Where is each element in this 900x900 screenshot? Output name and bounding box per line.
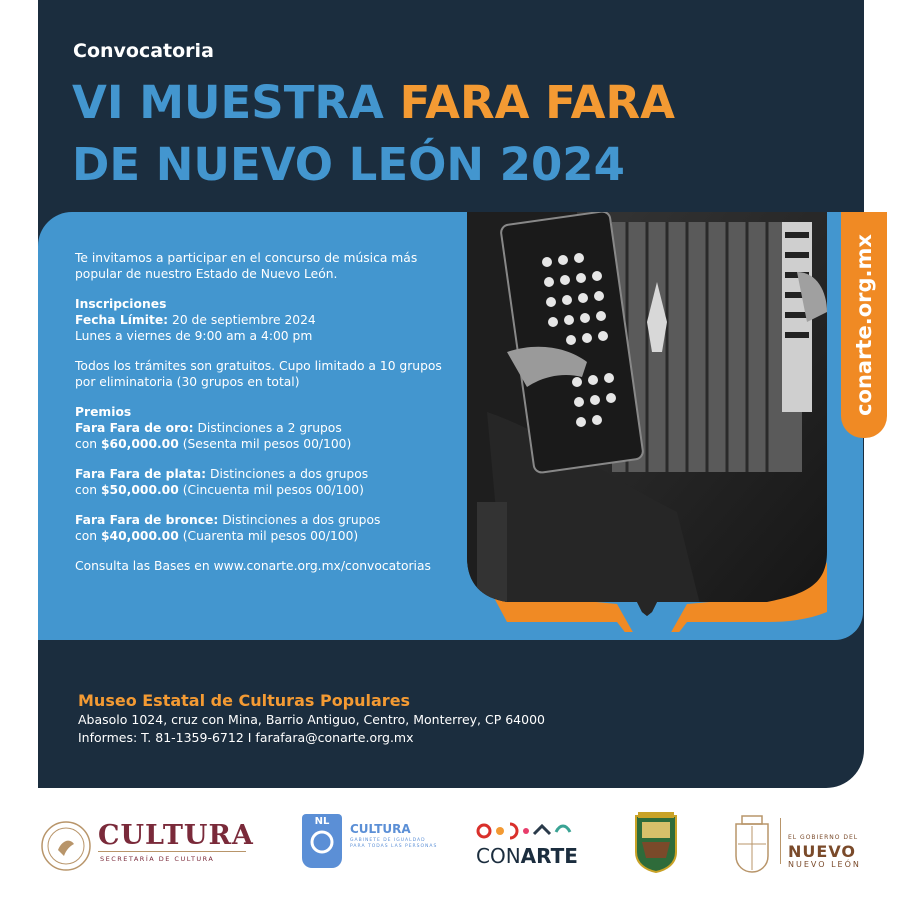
nl-state-crest-icon <box>732 814 772 878</box>
gob-state-text: NUEVO LEÓN <box>788 860 861 869</box>
prize-bronze-prefix: con <box>75 529 101 543</box>
conarte-word-a: CON <box>476 844 521 868</box>
gob-big-text: NUEVO <box>788 842 857 861</box>
prize-gold-amount: $60,000.00 <box>101 437 179 451</box>
conarte-wordmark <box>476 844 578 868</box>
prize-silver-prefix: con <box>75 483 101 497</box>
side-url[interactable]: conarte.org.mx <box>852 234 876 416</box>
mexico-seal-icon <box>40 820 92 872</box>
deadline-value: 20 de septiembre 2024 <box>168 313 316 327</box>
info-text <box>75 250 465 588</box>
smile-icon <box>302 827 342 857</box>
tramites-paragraph: Todos los trámites son gratuitos. Cupo limitado a 10 grupos por eliminatoria (30 grupos en total) <box>75 359 442 389</box>
inscripciones-heading: Inscripciones <box>75 297 167 311</box>
title-part-fara-fara: FARA FARA <box>399 76 675 129</box>
venue-name: Museo Estatal de Culturas Populares <box>78 691 411 710</box>
cultura-subtitle: SECRETARÍA DE CULTURA <box>100 855 215 863</box>
premios-heading: Premios <box>75 405 132 419</box>
conarte-word-b: ARTE <box>520 844 578 868</box>
prize-bronze-words: (Cuarenta mil pesos 00/100) <box>178 529 359 543</box>
venue-address: Abasolo 1024, cruz con Mina, Barrio Antiguo, Centro, Monterrey, CP 64000 <box>78 712 545 727</box>
prize-bronze-amount: $40,000.00 <box>101 529 179 543</box>
deadline-label: Fecha Límite: <box>75 313 169 327</box>
hours-text: Lunes a viernes de 9:00 am a 4:00 pm <box>75 329 313 343</box>
title-part-nuevo-leon: DE NUEVO LEÓN 2024 <box>72 138 625 191</box>
prize-gold-prefix: con <box>75 437 101 451</box>
bases-link[interactable]: Consulta las Bases en www.conarte.org.mx/convocatorias <box>75 559 431 573</box>
prize-gold-text: Distinciones a 2 grupos <box>193 421 342 435</box>
eyebrow-label: Convocatoria <box>73 40 214 62</box>
sponsor-logos <box>0 800 900 900</box>
cultura-wordmark: CULTURA <box>98 820 254 851</box>
nl-tag: NL <box>314 816 330 827</box>
prize-bronze-label: Fara Fara de bronce: <box>75 513 219 527</box>
premios-block <box>75 404 465 452</box>
prize-silver-block <box>75 466 465 498</box>
prize-silver-amount: $50,000.00 <box>101 483 179 497</box>
gob-divider <box>780 818 781 864</box>
prize-gold-label: Fara Fara de oro: <box>75 421 194 435</box>
cultura-federal-logo <box>40 820 92 876</box>
nl-cultura-shield-icon <box>302 814 342 868</box>
municipal-crest-icon <box>632 812 680 878</box>
venue-contact[interactable]: Informes: T. 81-1359-6712 I farafara@conarte.org.mx <box>78 730 414 745</box>
conarte-symbols-icon <box>476 820 576 846</box>
poster-title <box>72 72 675 196</box>
prize-silver-words: (Cincuenta mil pesos 00/100) <box>178 483 364 497</box>
prize-bronze-block <box>75 512 465 544</box>
nl-cultura-sub1: GABINETE DE IGUALDAD <box>350 838 426 843</box>
inscripciones-block <box>75 296 465 344</box>
gob-small-text: EL GOBIERNO DEL <box>788 834 859 841</box>
nl-cultura-sub2: PARA TODAS LAS PERSONAS <box>350 844 438 849</box>
accordion-photo <box>467 212 827 632</box>
title-part-vi-muestra: VI MUESTRA <box>72 76 384 129</box>
prize-bronze-text: Distinciones a dos grupos <box>218 513 381 527</box>
nl-cultura-title: CULTURA <box>350 822 411 836</box>
intro-paragraph: Te invitamos a participar en el concurso de música más popular de nuestro Estado de Nuevo León. <box>75 251 418 281</box>
prize-gold-words: (Sesenta mil pesos 00/100) <box>178 437 352 451</box>
cultura-divider <box>98 851 246 852</box>
prize-silver-text: Distinciones a dos grupos <box>206 467 369 481</box>
prize-silver-label: Fara Fara de plata: <box>75 467 207 481</box>
